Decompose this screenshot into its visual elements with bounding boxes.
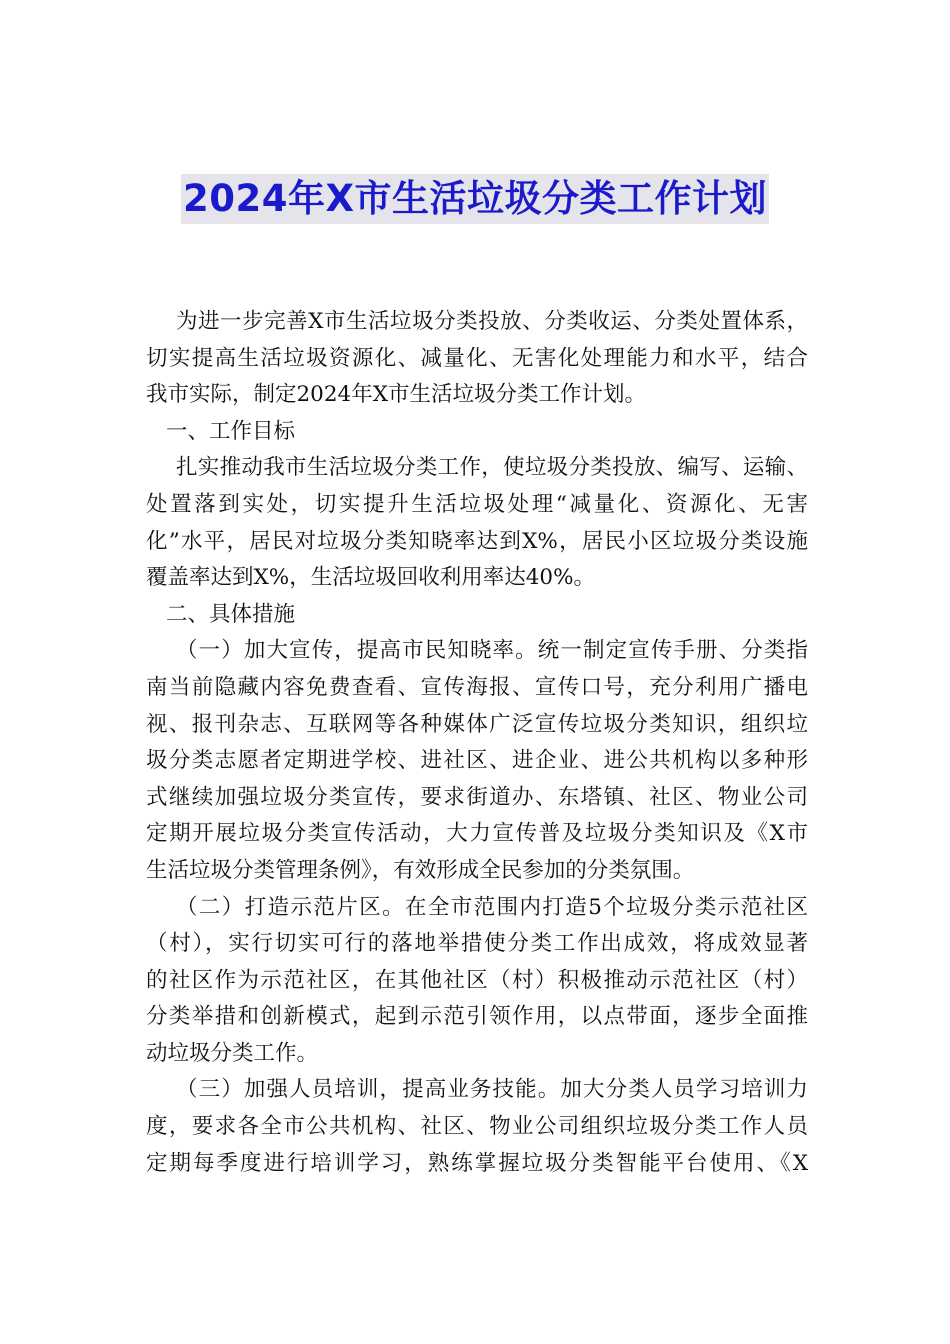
text-line: 分类举措和创新模式，起到示范引领作用，以点带面，逐步全面推 [146, 1004, 808, 1030]
section-heading: 二、具体措施 [166, 601, 296, 627]
text-line: 扎实推动我市生活垃圾分类工作，使垃圾分类投放、编写、运输、 [176, 455, 808, 481]
text-line: （二）打造示范片区。在全市范围内打造5个垃圾分类示范社区 [176, 894, 808, 920]
text-line: 视、报刊杂志、互联网等各种媒体广泛宣传垃圾分类知识，组织垃 [146, 711, 808, 737]
document-title-text: 2024年X市生活垃圾分类工作计划 [181, 174, 769, 224]
text-line: 定期每季度进行培训学习，熟练掌握垃圾分类智能平台使用、《X [146, 1150, 808, 1176]
text-line: （村），实行切实可行的落地举措使分类工作出成效，将成效显著 [146, 931, 808, 957]
text-line: 我市实际，制定2024年X市生活垃圾分类工作计划。 [146, 382, 647, 408]
text-line: 处置落到实处，切实提升生活垃圾处理“减量化、资源化、无害 [146, 491, 808, 517]
text-line: 切实提高生活垃圾资源化、减量化、无害化处理能力和水平，结合 [146, 345, 808, 371]
text-line: 的社区作为示范社区，在其他社区（村）积极推动示范社区（村） [146, 967, 808, 993]
document-title [0, 174, 950, 224]
text-line: 动垃圾分类工作。 [146, 1040, 319, 1066]
text-line: 为进一步完善X市生活垃圾分类投放、分类收运、分类处置体系， [176, 309, 808, 334]
text-line: 圾分类志愿者定期进学校、进社区、进企业、进公共机构以多种形 [146, 748, 808, 774]
text-line: （一）加大宣传，提高市民知晓率。统一制定宣传手册、分类指 [176, 638, 808, 664]
text-line: 式继续加强垃圾分类宣传，要求街道办、东塔镇、社区、物业公司 [146, 784, 808, 810]
text-line: （三）加强人员培训，提高业务技能。加大分类人员学习培训力 [176, 1077, 808, 1103]
text-line: 定期开展垃圾分类宣传活动，大力宣传普及垃圾分类知识及《X市 [146, 821, 808, 847]
text-line: 化”水平，居民对垃圾分类知晓率达到X%，居民小区垃圾分类设施 [146, 528, 808, 554]
text-line: 覆盖率达到X%，生活垃圾回收利用率达40%。 [146, 565, 596, 591]
text-line: 度，要求各全市公共机构、社区、物业公司组织垃圾分类工作人员 [146, 1114, 808, 1140]
text-line: 生活垃圾分类管理条例》，有效形成全民参加的分类氛围。 [146, 857, 695, 883]
section-heading: 一、工作目标 [166, 418, 296, 444]
text-line: 南当前隐藏内容免费查看、宣传海报、宣传口号，充分利用广播电 [146, 674, 808, 700]
document-body [146, 304, 808, 1182]
